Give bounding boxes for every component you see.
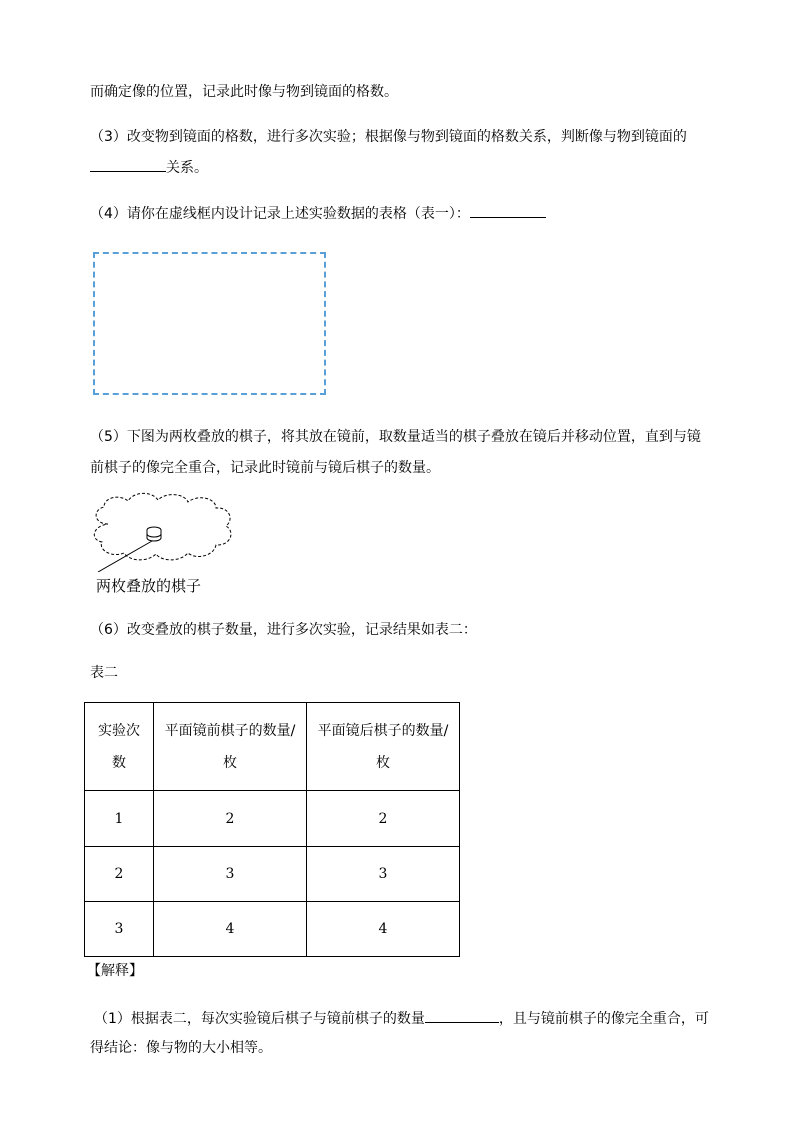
answer-blank-3[interactable] <box>90 157 166 172</box>
explanation-1-prefix: （1）根据表二，每次实验镜后棋子与镜前棋子的数量 <box>94 1011 425 1027</box>
header-front-line2: 枚 <box>223 754 237 771</box>
table-cell: 4 <box>154 902 307 957</box>
explanation-1-line1 <box>94 1008 709 1029</box>
table-cell: 4 <box>307 902 460 957</box>
table-cell: 1 <box>85 791 154 847</box>
header-cell-trial <box>85 703 154 791</box>
figure-caption: 两枚叠放的棋子 <box>96 577 202 595</box>
paragraph-3-line2 <box>90 157 208 178</box>
paragraph-4 <box>90 203 546 224</box>
paragraph-5-line2: 前棋子的像完全重合，记录此时镜前与镜后棋子的数量。 <box>90 460 440 476</box>
cloud-figure <box>88 490 238 572</box>
table-cell: 2 <box>85 847 154 902</box>
paragraph-4-text: （4）请你在虚线框内设计记录上述实验数据的表格（表一）： <box>90 206 470 222</box>
chess-pieces-icon <box>147 527 161 541</box>
explanation-1-line2: 得结论：像与物的大小相等。 <box>90 1040 272 1056</box>
table-row <box>85 902 460 957</box>
table-cell: 2 <box>154 791 307 847</box>
paragraph-intro-tail: 而确定像的位置，记录此时像与物到镜面的格数。 <box>90 84 398 100</box>
header-trial-line2: 数 <box>112 754 126 771</box>
section-heading: 【解释】 <box>87 963 143 979</box>
header-front-line1: 平面镜前棋子的数量/ <box>164 722 296 739</box>
dashed-table-area[interactable] <box>93 252 326 395</box>
table-cell: 2 <box>307 791 460 847</box>
table-row <box>85 847 460 902</box>
header-back-line2: 枚 <box>376 754 390 771</box>
table-2 <box>84 702 460 957</box>
answer-blank-e1[interactable] <box>425 1008 499 1023</box>
cloud-outline <box>94 493 231 560</box>
header-cell-front <box>154 703 307 791</box>
header-back-line1: 平面镜后棋子的数量/ <box>317 722 449 739</box>
table-row <box>85 791 460 847</box>
header-trial-line1: 实验次 <box>98 722 140 739</box>
paragraph-3-suffix: 关系。 <box>166 160 208 176</box>
table-title: 表二 <box>90 665 118 681</box>
paragraph-6: （6）改变叠放的棋子数量，进行多次实验，记录结果如表二： <box>90 622 477 638</box>
header-cell-back <box>307 703 460 791</box>
table-cell: 3 <box>307 847 460 902</box>
answer-blank-4[interactable] <box>470 203 546 218</box>
explanation-1-suffix: ，且与镜前棋子的像完全重合，可 <box>498 1011 709 1027</box>
caption-pointer <box>98 541 152 572</box>
table-header-row <box>85 703 460 791</box>
paragraph-3-line1: （3）改变物到镜面的格数，进行多次实验；根据像与物到镜面的格数关系，判断像与物到镜面的 <box>90 129 687 145</box>
table-cell: 3 <box>85 902 154 957</box>
paragraph-5-line1: （5）下图为两枚叠放的棋子，将其放在镜前，取数量适当的棋子叠放在镜后并移动位置，直到与镜 <box>90 429 701 445</box>
table-cell: 3 <box>154 847 307 902</box>
